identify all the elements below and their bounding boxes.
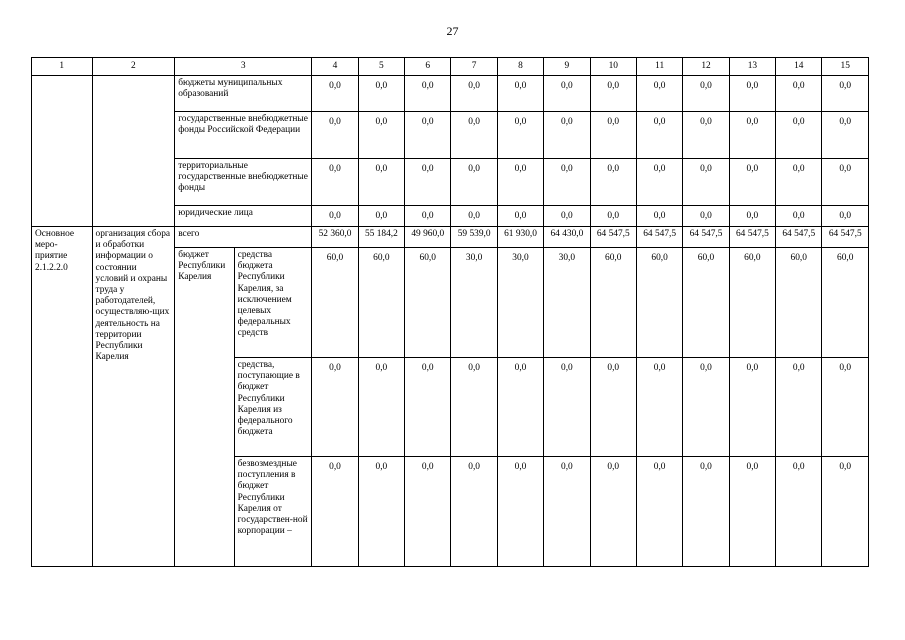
value-cell: 0,0 xyxy=(312,457,358,567)
budget-source-label: безвозмездные поступления в бюджет Республики Карелия от государствен-ной корпорации – xyxy=(234,457,312,567)
value-cell: 0,0 xyxy=(729,112,775,159)
value-cell: 59 539,0 xyxy=(451,227,497,248)
value-cell: 64 547,5 xyxy=(636,227,682,248)
value-cell: 61 930,0 xyxy=(497,227,543,248)
value-cell: 0,0 xyxy=(405,206,451,227)
value-cell: 0,0 xyxy=(776,206,822,227)
header-cell: 2 xyxy=(92,58,175,76)
value-cell: 0,0 xyxy=(451,112,497,159)
value-cell: 0,0 xyxy=(358,206,404,227)
header-cell: 7 xyxy=(451,58,497,76)
value-cell: 0,0 xyxy=(497,457,543,567)
header-cell: 6 xyxy=(405,58,451,76)
value-cell: 0,0 xyxy=(729,206,775,227)
value-cell: 0,0 xyxy=(590,457,636,567)
value-cell: 0,0 xyxy=(451,206,497,227)
header-row xyxy=(32,58,869,76)
source-label: государственные внебюджетные фонды Российской Федерации xyxy=(175,112,312,159)
value-cell: 0,0 xyxy=(590,206,636,227)
value-cell: 0,0 xyxy=(358,159,404,206)
value-cell: 0,0 xyxy=(822,206,869,227)
header-cell: 3 xyxy=(175,58,312,76)
value-cell: 0,0 xyxy=(405,159,451,206)
value-cell: 60,0 xyxy=(590,248,636,358)
value-cell: 0,0 xyxy=(683,112,729,159)
value-cell: 0,0 xyxy=(776,76,822,112)
value-cell: 0,0 xyxy=(822,457,869,567)
value-cell: 0,0 xyxy=(358,457,404,567)
value-cell: 0,0 xyxy=(776,112,822,159)
budget-source-label: средства бюджета Республики Карелия, за исключением целевых федеральных средств xyxy=(234,248,312,358)
event-description-cell: организация сбора и обработки информации о состоянии условий и охраны труда у работодателей, осуществляю-щих деятельность на территории Республики Карелия xyxy=(92,227,175,567)
header-cell: 11 xyxy=(636,58,682,76)
value-cell: 60,0 xyxy=(683,248,729,358)
value-cell: 0,0 xyxy=(312,159,358,206)
budget-label: бюджет Республики Карелия xyxy=(175,248,234,567)
value-cell: 0,0 xyxy=(451,358,497,457)
table-row xyxy=(32,76,869,112)
source-label: юридические лица xyxy=(175,206,312,227)
value-cell: 55 184,2 xyxy=(358,227,404,248)
header-cell: 1 xyxy=(32,58,93,76)
value-cell: 64 547,5 xyxy=(729,227,775,248)
value-cell: 0,0 xyxy=(822,76,869,112)
header-cell: 15 xyxy=(822,58,869,76)
source-label: территориальные государственные внебюджетные фонды xyxy=(175,159,312,206)
value-cell: 52 360,0 xyxy=(312,227,358,248)
header-cell: 13 xyxy=(729,58,775,76)
value-cell: 0,0 xyxy=(405,358,451,457)
value-cell: 30,0 xyxy=(451,248,497,358)
value-cell: 0,0 xyxy=(497,159,543,206)
value-cell: 0,0 xyxy=(544,206,590,227)
value-cell: 0,0 xyxy=(312,76,358,112)
value-cell: 0,0 xyxy=(544,112,590,159)
value-cell: 60,0 xyxy=(358,248,404,358)
value-cell: 64 547,5 xyxy=(683,227,729,248)
col2-continuation-cell xyxy=(92,76,175,227)
value-cell: 30,0 xyxy=(497,248,543,358)
value-cell: 0,0 xyxy=(451,457,497,567)
value-cell: 0,0 xyxy=(729,76,775,112)
value-cell: 64 547,5 xyxy=(590,227,636,248)
value-cell: 0,0 xyxy=(590,358,636,457)
value-cell: 0,0 xyxy=(312,358,358,457)
value-cell: 0,0 xyxy=(590,112,636,159)
value-cell: 0,0 xyxy=(497,206,543,227)
value-cell: 0,0 xyxy=(544,76,590,112)
value-cell: 0,0 xyxy=(729,457,775,567)
page-number: 27 xyxy=(446,24,459,38)
value-cell: 0,0 xyxy=(312,112,358,159)
value-cell: 0,0 xyxy=(451,76,497,112)
value-cell: 60,0 xyxy=(405,248,451,358)
value-cell: 0,0 xyxy=(590,159,636,206)
value-cell: 49 960,0 xyxy=(405,227,451,248)
value-cell: 0,0 xyxy=(358,112,404,159)
value-cell: 0,0 xyxy=(358,358,404,457)
value-cell: 0,0 xyxy=(405,76,451,112)
value-cell: 0,0 xyxy=(636,76,682,112)
value-cell: 30,0 xyxy=(544,248,590,358)
value-cell: 60,0 xyxy=(776,248,822,358)
value-cell: 0,0 xyxy=(776,457,822,567)
value-cell: 64 547,5 xyxy=(822,227,869,248)
value-cell: 0,0 xyxy=(776,159,822,206)
value-cell: 64 547,5 xyxy=(776,227,822,248)
value-cell: 0,0 xyxy=(683,457,729,567)
value-cell: 0,0 xyxy=(497,112,543,159)
value-cell: 0,0 xyxy=(636,206,682,227)
value-cell: 0,0 xyxy=(451,159,497,206)
value-cell: 60,0 xyxy=(636,248,682,358)
header-cell: 14 xyxy=(776,58,822,76)
total-row xyxy=(32,227,869,248)
value-cell: 0,0 xyxy=(544,457,590,567)
header-cell: 5 xyxy=(358,58,404,76)
value-cell: 0,0 xyxy=(776,358,822,457)
budget-source-label: средства, поступающие в бюджет Республики Карелия из федерального бюджета xyxy=(234,358,312,457)
value-cell: 0,0 xyxy=(497,358,543,457)
value-cell: 0,0 xyxy=(636,159,682,206)
header-cell: 10 xyxy=(590,58,636,76)
value-cell: 0,0 xyxy=(636,112,682,159)
header-cell: 4 xyxy=(312,58,358,76)
value-cell: 0,0 xyxy=(405,112,451,159)
value-cell: 0,0 xyxy=(544,159,590,206)
value-cell: 0,0 xyxy=(497,76,543,112)
value-cell: 0,0 xyxy=(636,358,682,457)
header-cell: 9 xyxy=(544,58,590,76)
source-label: бюджеты муниципальных образований xyxy=(175,76,312,112)
header-cell: 12 xyxy=(683,58,729,76)
value-cell: 0,0 xyxy=(312,206,358,227)
value-cell: 60,0 xyxy=(729,248,775,358)
value-cell: 0,0 xyxy=(358,76,404,112)
value-cell: 0,0 xyxy=(405,457,451,567)
value-cell: 60,0 xyxy=(312,248,358,358)
event-code-cell: Основное меро-приятие 2.1.2.2.0 xyxy=(32,227,93,567)
value-cell: 0,0 xyxy=(683,76,729,112)
value-cell: 0,0 xyxy=(729,358,775,457)
value-cell: 0,0 xyxy=(822,112,869,159)
header-cell: 8 xyxy=(497,58,543,76)
value-cell: 0,0 xyxy=(822,159,869,206)
value-cell: 0,0 xyxy=(544,358,590,457)
value-cell: 0,0 xyxy=(636,457,682,567)
value-cell: 0,0 xyxy=(683,159,729,206)
total-label: всего xyxy=(175,227,312,248)
value-cell: 0,0 xyxy=(590,76,636,112)
value-cell: 0,0 xyxy=(683,206,729,227)
value-cell: 0,0 xyxy=(822,358,869,457)
value-cell: 0,0 xyxy=(729,159,775,206)
budget-table xyxy=(31,57,869,567)
value-cell: 60,0 xyxy=(822,248,869,358)
col1-continuation-cell xyxy=(32,76,93,227)
value-cell: 0,0 xyxy=(683,358,729,457)
value-cell: 64 430,0 xyxy=(544,227,590,248)
